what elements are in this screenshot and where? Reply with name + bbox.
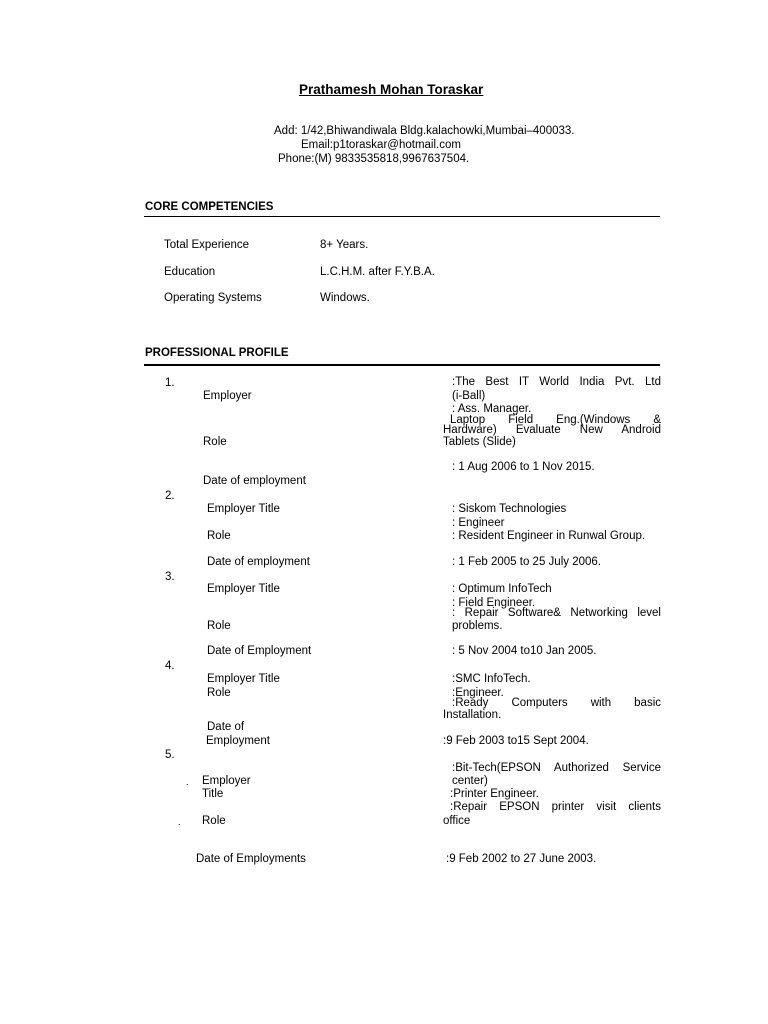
stray-dot: . (178, 817, 181, 827)
job-number: 5. (165, 749, 175, 761)
job-title-value: : Engineer (452, 517, 505, 529)
job-role-detail: :Ready Computers with basic (452, 697, 661, 709)
job-date-value: :9 Feb 2003 to15 Sept 2004. (443, 735, 589, 747)
competency-label: Education (164, 266, 216, 278)
job-employer-value: :The Best IT World India Pvt. Ltd (452, 376, 661, 388)
stray-dot: . (186, 777, 189, 787)
job-role-value-cont: Tablets (Slide) (443, 436, 516, 448)
job-date-label: Date of employment (203, 475, 306, 487)
job-employer-value-cont: center) (452, 775, 488, 787)
job-role-value-cont: problems. (452, 620, 503, 632)
professional-profile-rule (144, 364, 660, 366)
job-role-detail-cont: Installation. (443, 709, 502, 721)
job-title-label: Title (202, 788, 224, 800)
job-date-label: Date of employment (207, 556, 310, 568)
job-role-value: :Engineer. (452, 687, 504, 699)
job-title-value: : Ass. Manager. (452, 403, 532, 415)
job-date-label-cont: Employment (206, 735, 270, 747)
professional-profile-heading: PROFESSIONAL PROFILE (145, 347, 289, 359)
job-date-label: Date of (207, 721, 245, 733)
job-date-value: :9 Feb 2002 to 27 June 2003. (446, 853, 597, 865)
job-role-label: Role (207, 620, 231, 632)
address-line: Add: 1/42,Bhiwandiwala Bldg.kalachowki,Mumbai–400033. (274, 125, 575, 137)
competency-value: L.C.H.M. after F.Y.B.A. (320, 266, 435, 278)
job-employer-label: Employer Title (207, 503, 280, 515)
job-date-value: : 1 Aug 2006 to 1 Nov 2015. (452, 461, 595, 473)
job-employer-value: : Siskom Technologies (452, 503, 567, 515)
job-role-label: Role (202, 815, 226, 827)
job-employer-value: :SMC InfoTech. (452, 673, 531, 685)
job-number: 2. (165, 490, 175, 502)
job-employer-value-cont: (i-Ball) (452, 390, 486, 402)
job-number: 1. (165, 377, 175, 389)
job-role-label: Role (207, 530, 231, 542)
job-employer-value: : Optimum InfoTech (452, 583, 552, 595)
job-employer-label: Employer (202, 775, 251, 787)
job-date-label: Date of Employment (207, 645, 312, 657)
core-competencies-rule (144, 216, 660, 217)
job-role-value-cont: Hardware) Evaluate New Android (443, 424, 661, 436)
job-number: 3. (165, 571, 175, 583)
job-role-value: :Repair EPSON printer visit clients (450, 801, 661, 813)
job-role-value: Laptop Field Eng.(Windows & (450, 414, 661, 426)
competency-label: Total Experience (164, 239, 250, 251)
job-role-value: : Resident Engineer in Runwal Group. (452, 530, 646, 542)
phone-line: Phone:(M) 9833535818,9967637504. (278, 153, 470, 165)
job-employer-label: Employer Title (207, 673, 280, 685)
job-role-value: : Repair Software& Networking level (452, 607, 661, 619)
job-employer-value: :Bit-Tech(EPSON Authorized Service (452, 762, 661, 774)
job-role-label: Role (207, 687, 231, 699)
competency-value: Windows. (320, 292, 370, 304)
job-title-value: : Field Engineer. (452, 597, 536, 609)
competency-label: Operating Systems (164, 292, 262, 304)
core-competencies-heading: CORE COMPETENCIES (145, 201, 274, 213)
job-date-value: : 1 Feb 2005 to 25 July 2006. (452, 556, 601, 568)
candidate-name: Prathamesh Mohan Toraskar (299, 82, 484, 97)
competency-value: 8+ Years. (320, 239, 369, 251)
job-role-value-cont: office (443, 815, 471, 827)
email-line: Email:p1toraskar@hotmail.com (301, 139, 461, 151)
job-date-label: Date of Employments (196, 853, 306, 865)
job-number: 4. (165, 660, 175, 672)
job-title-value: :Printer Engineer. (450, 788, 539, 800)
job-employer-label: Employer Title (207, 583, 280, 595)
job-date-value: : 5 Nov 2004 to10 Jan 2005. (452, 645, 597, 657)
job-role-label: Role (203, 436, 227, 448)
job-employer-label: Employer (203, 390, 252, 402)
